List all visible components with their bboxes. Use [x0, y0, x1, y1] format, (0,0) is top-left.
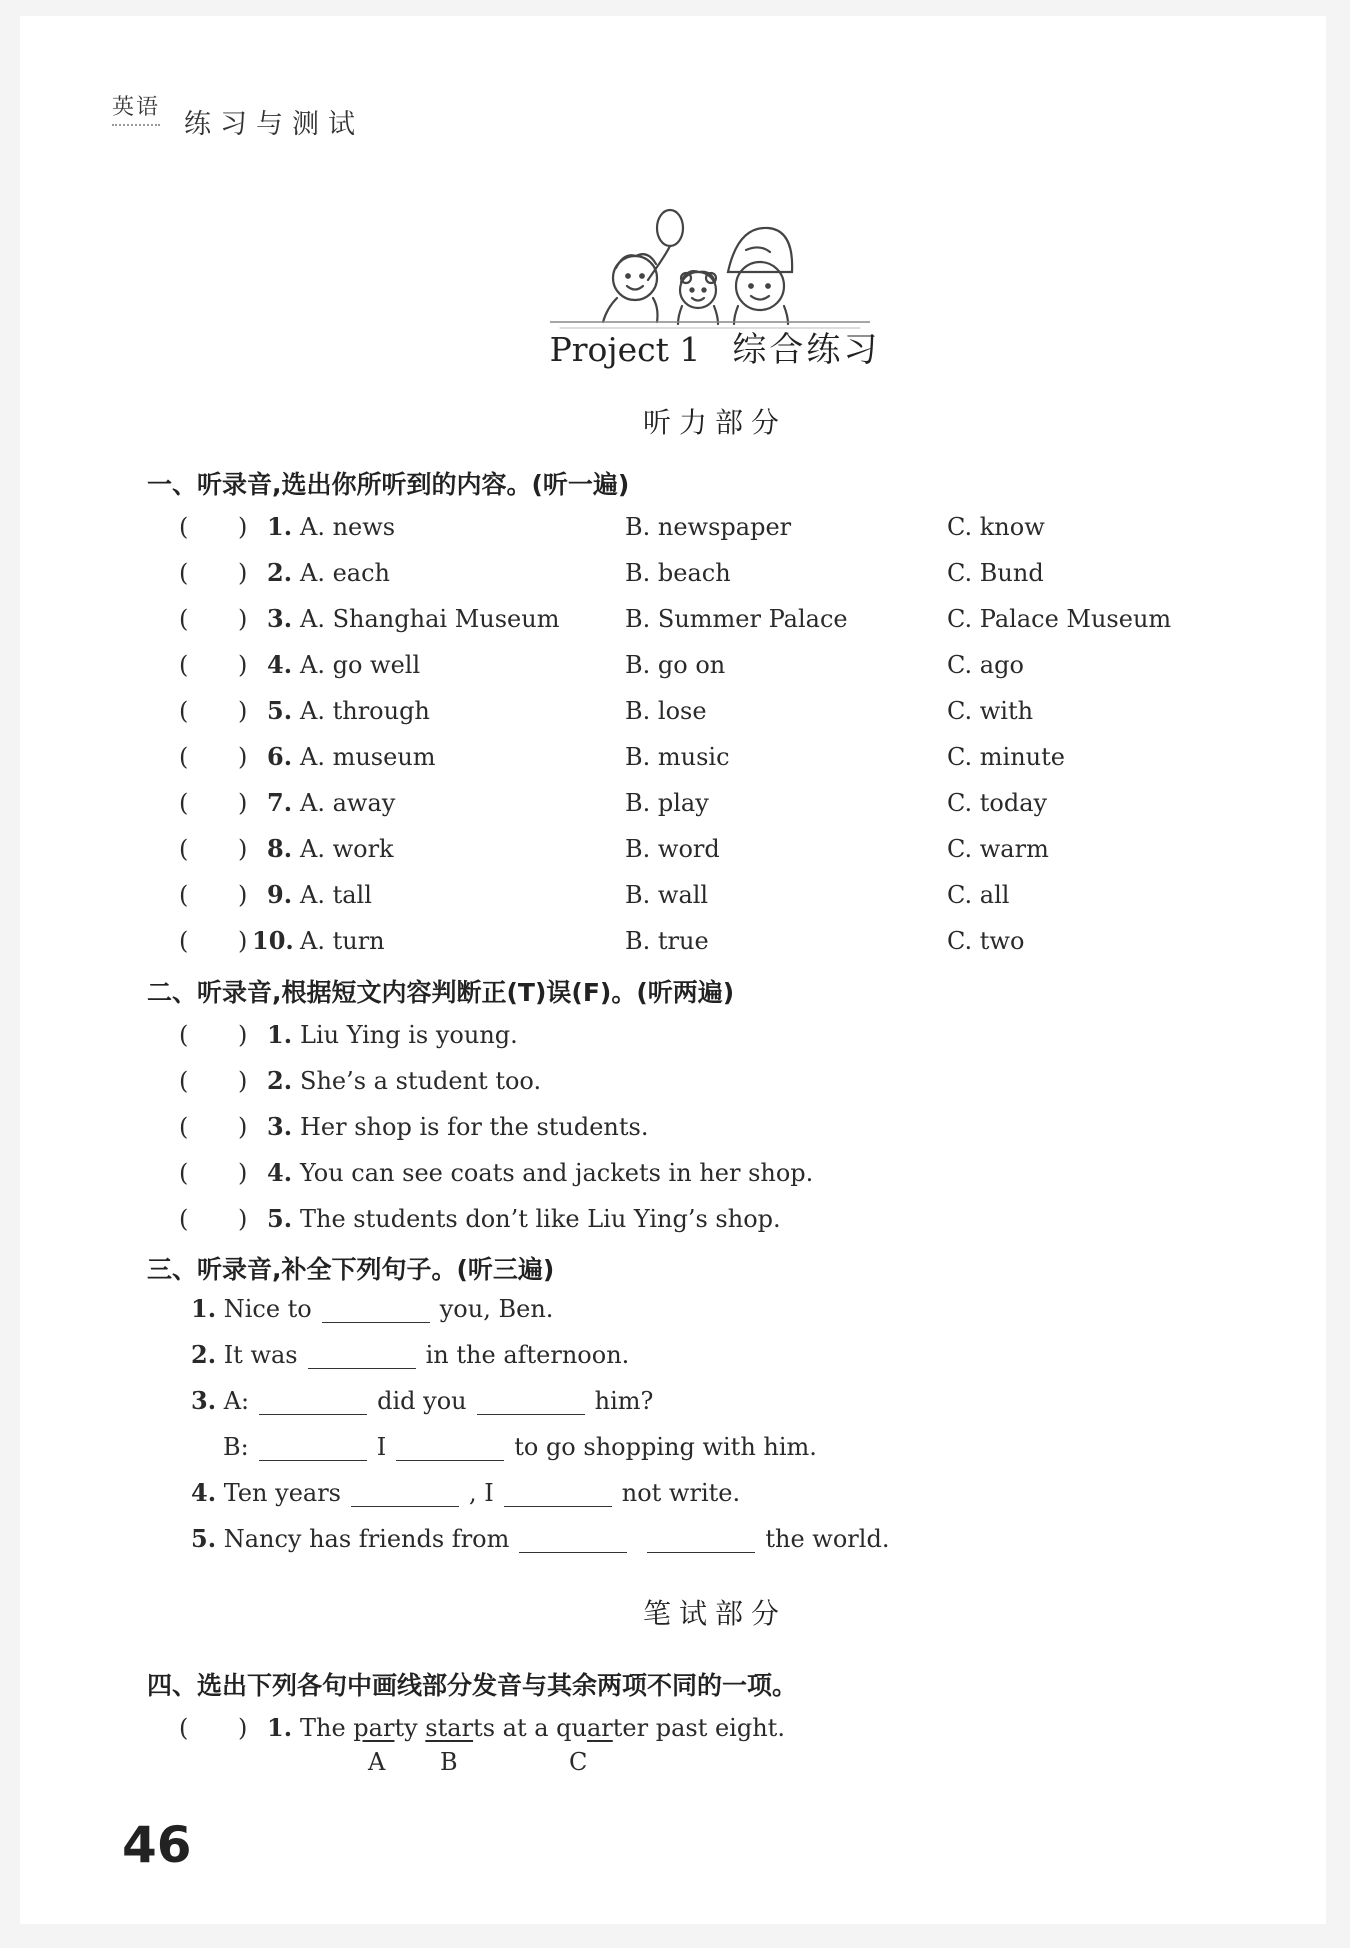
answer-paren-open: ( [179, 605, 189, 633]
option-a: A. museum [300, 743, 436, 771]
statement-text: The students don’t like Liu Ying’s shop. [300, 1205, 781, 1233]
answer-paren-open: ( [179, 927, 189, 955]
answer-paren-close: ) [238, 1159, 248, 1187]
answer-blank[interactable] [259, 1384, 367, 1415]
part1-item-7 [20, 783, 1326, 823]
answer-paren-open: ( [179, 1159, 189, 1187]
project-title-cn: 综合练习 [732, 330, 881, 370]
answer-blank[interactable] [308, 1338, 416, 1369]
question-number: 3. [267, 1112, 293, 1141]
sentence-text: him? [594, 1387, 654, 1415]
part2-item-2 [20, 1061, 1326, 1101]
option-a: A. each [300, 559, 390, 587]
answer-paren-open: ( [179, 881, 189, 909]
option-c: C. two [947, 927, 1025, 955]
option-a: A. through [300, 697, 430, 725]
answer-blank[interactable] [396, 1430, 504, 1461]
answer-paren-close: ) [238, 1205, 248, 1233]
answer-blank[interactable] [504, 1476, 612, 1507]
answer-blank[interactable] [519, 1522, 627, 1553]
answer-paren-open: ( [179, 1113, 189, 1141]
option-b: B. go on [625, 651, 726, 679]
answer-paren-open: ( [179, 743, 189, 771]
question-number: 4. [191, 1478, 217, 1507]
answer-paren-open: ( [179, 513, 189, 541]
question-number: 5. [267, 1204, 293, 1233]
answer-blank[interactable] [647, 1522, 755, 1553]
answer-paren-close: ) [238, 1113, 248, 1141]
option-b: B. Summer Palace [625, 605, 848, 633]
sentence-text: It was [223, 1341, 298, 1369]
question-number: 5. [191, 1524, 217, 1553]
option-b: B. music [625, 743, 730, 771]
statement-text: Her shop is for the students. [300, 1113, 649, 1141]
sentence-text: in the afternoon. [425, 1341, 630, 1369]
part1-item-3 [20, 599, 1326, 639]
option-a: A. Shanghai Museum [300, 605, 560, 633]
option-label-c: C [569, 1748, 588, 1776]
part3-heading: 三、听录音,补全下列句子。(听三遍) [147, 1255, 555, 1284]
answer-paren-open: ( [179, 1021, 189, 1049]
statement-text: You can see coats and jackets in her shop. [300, 1159, 814, 1187]
sentence-text: , I [469, 1479, 494, 1507]
option-b: B. true [625, 927, 709, 955]
part3-line-3a [191, 1384, 653, 1415]
option-b: B. lose [625, 697, 707, 725]
option-a: A. turn [300, 927, 385, 955]
question-number: 5. [267, 696, 293, 725]
part3-line-1 [191, 1292, 553, 1323]
answer-paren-open: ( [179, 1067, 189, 1095]
sentence-text: did you [377, 1387, 467, 1415]
part1-item-5 [20, 691, 1326, 731]
underlined-part-c: ar [586, 1714, 613, 1742]
question-number: 1. [191, 1294, 217, 1323]
part1-item-2 [20, 553, 1326, 593]
part3-line-3b [223, 1430, 817, 1461]
part3-line-5 [191, 1522, 889, 1553]
question-number: 6. [267, 742, 293, 771]
answer-paren-close: ) [238, 1021, 248, 1049]
answer-paren-close: ) [238, 927, 248, 955]
kids-illustration [550, 206, 870, 335]
question-number: 3. [191, 1386, 217, 1415]
answer-paren-close: ) [238, 835, 248, 863]
sentence-text: Nice to [223, 1295, 312, 1323]
question-number: 4. [267, 1158, 293, 1187]
option-a: A. go well [300, 651, 421, 679]
sentence-text: Ten years [223, 1479, 341, 1507]
answer-blank[interactable] [477, 1384, 585, 1415]
part1-item-4 [20, 645, 1326, 685]
speaker-label: A: [223, 1387, 250, 1415]
option-b: B. wall [625, 881, 709, 909]
answer-paren-open: ( [179, 559, 189, 587]
option-c: C. Bund [947, 559, 1044, 587]
book-title: 练习与测试 [184, 109, 364, 140]
part1-item-8 [20, 829, 1326, 869]
answer-paren-close: ) [238, 605, 248, 633]
answer-paren-close: ) [238, 743, 248, 771]
part2-item-1 [20, 1015, 1326, 1055]
option-c: C. ago [947, 651, 1024, 679]
answer-paren-open: ( [179, 1205, 189, 1233]
question-number: 1. [267, 1713, 293, 1742]
answer-paren-close: ) [238, 697, 248, 725]
question-number: 2. [267, 558, 293, 587]
question-number: 9. [267, 880, 293, 909]
question-number: 1. [267, 1020, 293, 1049]
answer-paren-close: ) [238, 513, 248, 541]
part4-item-1 [20, 1708, 1326, 1748]
answer-paren-open: ( [179, 835, 189, 863]
part1-heading: 一、听录音,选出你所听到的内容。(听一遍) [147, 470, 630, 499]
written-section-title: 笔试部分 [642, 1597, 787, 1630]
answer-paren-close: ) [238, 1067, 248, 1095]
question-number: 3. [267, 604, 293, 633]
page-number: 46 [122, 1816, 192, 1874]
sentence-text: the world. [765, 1525, 890, 1553]
option-c: C. know [947, 513, 1045, 541]
kids-balloon-icon [550, 206, 870, 331]
sentence-text: I [376, 1433, 387, 1461]
option-c: C. today [947, 789, 1048, 817]
part4-heading: 四、选出下列各句中画线部分发音与其余两项不同的一项。 [147, 1671, 798, 1700]
question-number: 7. [267, 788, 293, 817]
option-b: B. newspaper [625, 513, 792, 541]
question-number: 10. [252, 926, 294, 955]
option-a: A. away [300, 789, 396, 817]
answer-paren-close: ) [238, 559, 248, 587]
option-label-b: B [440, 1748, 458, 1776]
answer-paren-close: ) [238, 881, 248, 909]
question-number: 2. [191, 1340, 217, 1369]
option-label-a: A [368, 1748, 386, 1776]
answer-paren-close: ) [238, 1714, 248, 1742]
option-a: A. work [300, 835, 394, 863]
question-number: 8. [267, 834, 293, 863]
answer-blank[interactable] [351, 1476, 459, 1507]
option-c: C. warm [947, 835, 1049, 863]
statement-text: She’s a student too. [300, 1067, 542, 1095]
listening-section-title: 听力部分 [642, 406, 787, 439]
project-title [20, 322, 1350, 371]
part3-line-4 [191, 1476, 740, 1507]
part3-line-2 [191, 1338, 629, 1369]
subject-tag: 英语 [112, 90, 160, 126]
statement-text: Liu Ying is young. [300, 1021, 518, 1049]
option-c: C. with [947, 697, 1034, 725]
answer-paren-close: ) [238, 789, 248, 817]
question-number: 4. [267, 650, 293, 679]
sentence-text: Nancy has friends from [223, 1525, 510, 1553]
answer-blank[interactable] [259, 1430, 367, 1461]
part2-item-4 [20, 1153, 1326, 1193]
option-c: C. minute [947, 743, 1065, 771]
option-c: C. all [947, 881, 1010, 909]
option-b: B. play [625, 789, 709, 817]
underlined-part-b: star [425, 1714, 474, 1742]
speaker-label: B: [223, 1433, 249, 1461]
answer-paren-open: ( [179, 789, 189, 817]
answer-paren-open: ( [179, 1714, 189, 1742]
answer-paren-open: ( [179, 651, 189, 679]
sentence-text: you, Ben. [439, 1295, 554, 1323]
part2-item-5 [20, 1199, 1326, 1239]
option-c: C. Palace Museum [947, 605, 1172, 633]
project-title-en: Project 1 [549, 330, 701, 369]
part1-item-10 [20, 921, 1326, 961]
part2-heading: 二、听录音,根据短文内容判断正(T)误(F)。(听两遍) [147, 978, 735, 1007]
option-b: B. beach [625, 559, 731, 587]
underlined-part-a: par [353, 1714, 395, 1742]
part1-item-6 [20, 737, 1326, 777]
workbook-page [20, 16, 1326, 1924]
answer-blank[interactable] [322, 1292, 430, 1323]
option-a: A. tall [300, 881, 372, 909]
answer-paren-open: ( [179, 697, 189, 725]
sentence-text: not write. [621, 1479, 741, 1507]
answer-paren-close: ) [238, 651, 248, 679]
option-a: A. news [300, 513, 396, 541]
question-number: 1. [267, 512, 293, 541]
part2-item-3 [20, 1107, 1326, 1147]
sentence-text: to go shopping with him. [514, 1433, 817, 1461]
option-b: B. word [625, 835, 720, 863]
sentence-text: The party starts at a quarter past eight. [300, 1714, 785, 1742]
part1-item-9 [20, 875, 1326, 915]
question-number: 2. [267, 1066, 293, 1095]
part1-item-1 [20, 507, 1326, 547]
